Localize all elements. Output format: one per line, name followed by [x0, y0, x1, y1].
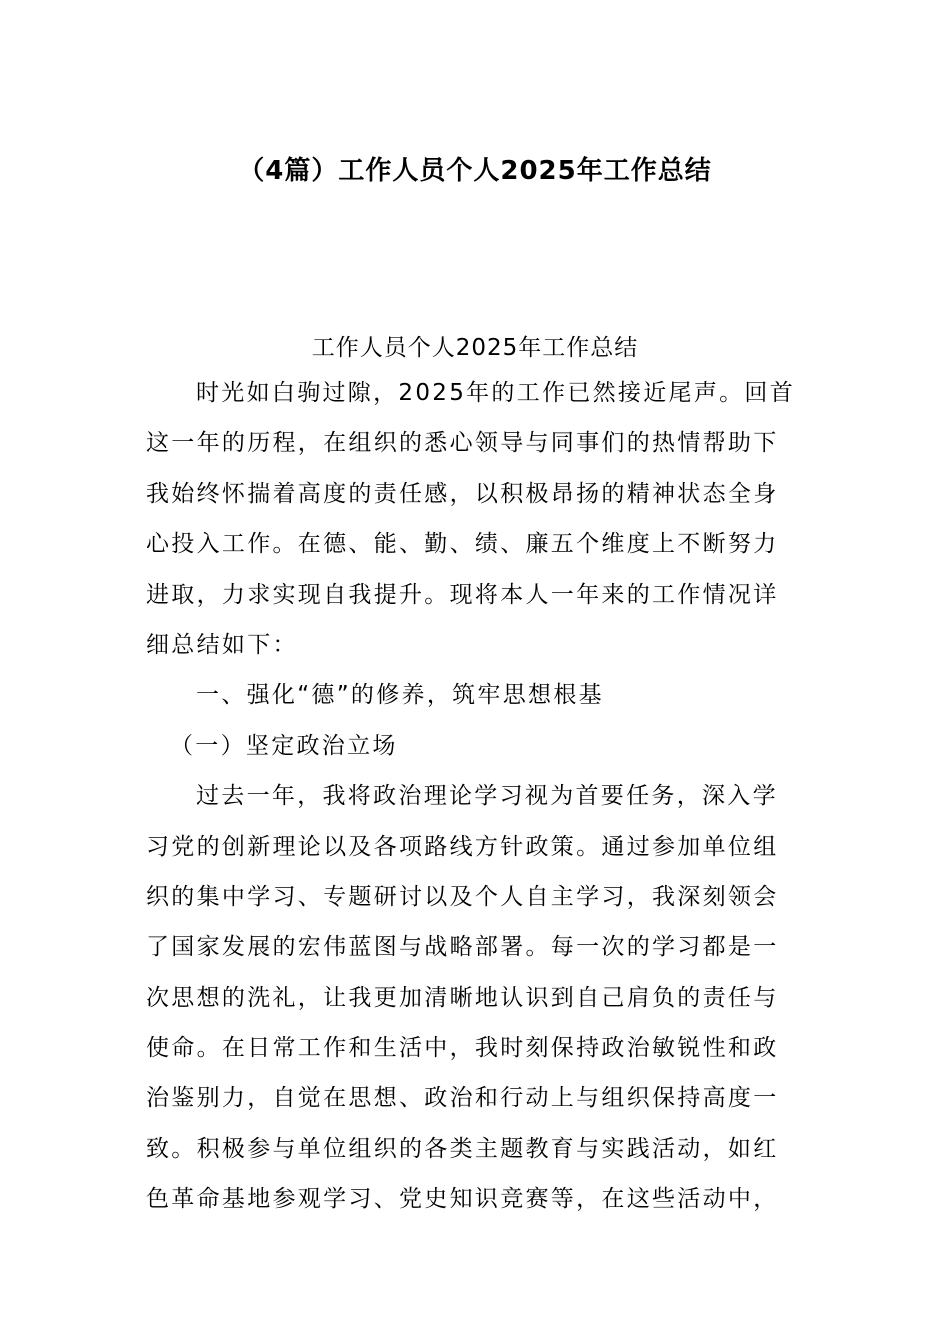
document-body: [146, 368, 826, 1225]
paragraph-line: 使命。在日常工作和生活中，我时刻保持政治敏锐性和政: [146, 1035, 779, 1062]
paragraph-line: 这一年的历程，在组织的悉心领导与同事们的热情帮助下: [146, 430, 779, 457]
paragraph-line: 习党的创新理论以及各项路线方针政策。通过参加单位组: [146, 833, 779, 860]
paragraph-line: 治鉴别力，自觉在思想、政治和行动上与组织保持高度一: [146, 1085, 779, 1112]
paragraph-line: 我始终怀揣着高度的责任感，以积极昂扬的精神状态全身: [146, 480, 779, 507]
subheading-1: （一）坚定政治立场: [170, 732, 398, 759]
paragraph-line: 进取，力求实现自我提升。现将本人一年来的工作情况详: [146, 581, 779, 608]
paragraph-line: 次思想的洗礼，让我更加清晰地认识到自己肩负的责任与: [146, 984, 779, 1011]
heading-1: 一、强化“德”的修养，筑牢思想根基: [196, 682, 604, 709]
paragraph-line: 过去一年，我将政治理论学习视为首要任务，深入学: [196, 783, 778, 810]
paragraph-line: 色革命基地参观学习、党史知识竞赛等，在这些活动中，: [146, 1186, 779, 1213]
paragraph-line: 心投入工作。在德、能、勤、绩、廉五个维度上不断努力: [146, 531, 779, 558]
document-title: （4篇）工作人员个人2025年工作总结: [238, 156, 712, 186]
paragraph-line: 细总结如下：: [146, 631, 298, 658]
paragraph-line: 时光如白驹过隙，2025年的工作已然接近尾声。回首: [196, 380, 796, 406]
paragraph-line: 致。积极参与单位组织的各类主题教育与实践活动，如红: [146, 1135, 779, 1162]
paragraph-line: 织的集中学习、专题研讨以及个人自主学习，我深刻领会: [146, 883, 779, 910]
section-title: 工作人员个人2025年工作总结: [311, 335, 639, 361]
paragraph-line: 了国家发展的宏伟蓝图与战略部署。每一次的学习都是一: [146, 934, 779, 961]
